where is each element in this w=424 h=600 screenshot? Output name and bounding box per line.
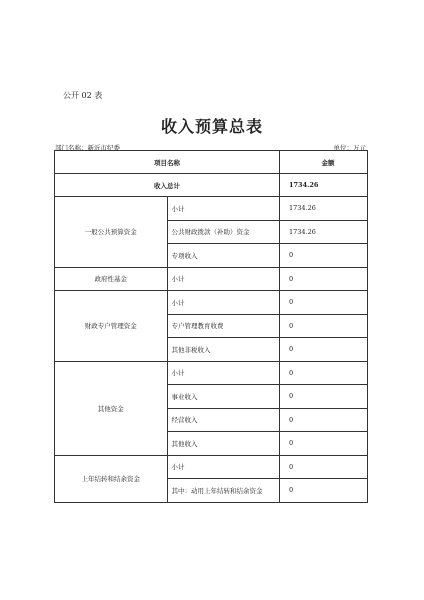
item-name-cell: 专户管理教育收费 <box>167 314 280 338</box>
category-cell: 政府性基金 <box>55 267 168 291</box>
category-cell: 财政专户管理资金 <box>55 291 168 362</box>
table-row <box>55 455 368 479</box>
form-code: 公开 02 表 <box>63 91 103 100</box>
item-name-cell: 公共财政拨款（补助）资金 <box>167 220 280 244</box>
total-row <box>55 174 368 197</box>
table-row <box>55 197 368 221</box>
amount-cell: 0 <box>280 338 368 362</box>
amount-cell: 0 <box>280 267 368 291</box>
item-name-cell: 小计 <box>167 291 280 315</box>
item-name-cell: 其他非税收入 <box>167 338 280 362</box>
item-name-cell: 经营收入 <box>167 408 280 432</box>
page-title: 收入预算总表 <box>160 117 263 136</box>
header-amount: 金额 <box>280 151 368 174</box>
item-name-cell: 其他收入 <box>167 432 280 456</box>
table-row <box>55 291 368 315</box>
item-name-cell: 专项收入 <box>167 244 280 268</box>
category-cell: 其他资金 <box>55 361 168 455</box>
amount-cell: 0 <box>280 314 368 338</box>
item-name-cell: 小计 <box>167 361 280 385</box>
total-label: 收入总计 <box>55 174 280 197</box>
category-cell: 上年结转和结余资金 <box>55 455 168 502</box>
amount-cell: 0 <box>280 385 368 409</box>
item-name-cell: 小计 <box>167 267 280 291</box>
item-name-cell: 其中：动用上年结转和结余资金 <box>167 479 280 503</box>
amount-cell: 0 <box>280 291 368 315</box>
table-header-row <box>55 151 368 174</box>
amount-cell: 1734.26 <box>280 220 368 244</box>
table-row <box>55 267 368 291</box>
income-budget-table <box>54 150 368 503</box>
amount-cell: 1734.26 <box>280 197 368 221</box>
amount-cell: 0 <box>280 479 368 503</box>
item-name-cell: 小计 <box>167 197 280 221</box>
item-name-cell: 小计 <box>167 455 280 479</box>
total-amount: 1734.26 <box>280 174 368 197</box>
department-label: 部门名称：新沂市纪委 <box>55 144 120 152</box>
amount-cell: 0 <box>280 408 368 432</box>
amount-cell: 0 <box>280 455 368 479</box>
amount-cell: 0 <box>280 432 368 456</box>
amount-cell: 0 <box>280 244 368 268</box>
unit-label: 单位：万元 <box>333 144 366 152</box>
amount-cell: 0 <box>280 361 368 385</box>
item-name-cell: 事业收入 <box>167 385 280 409</box>
table-row <box>55 361 368 385</box>
header-item-name: 项目名称 <box>55 151 280 174</box>
category-cell: 一般公共预算资金 <box>55 197 168 268</box>
